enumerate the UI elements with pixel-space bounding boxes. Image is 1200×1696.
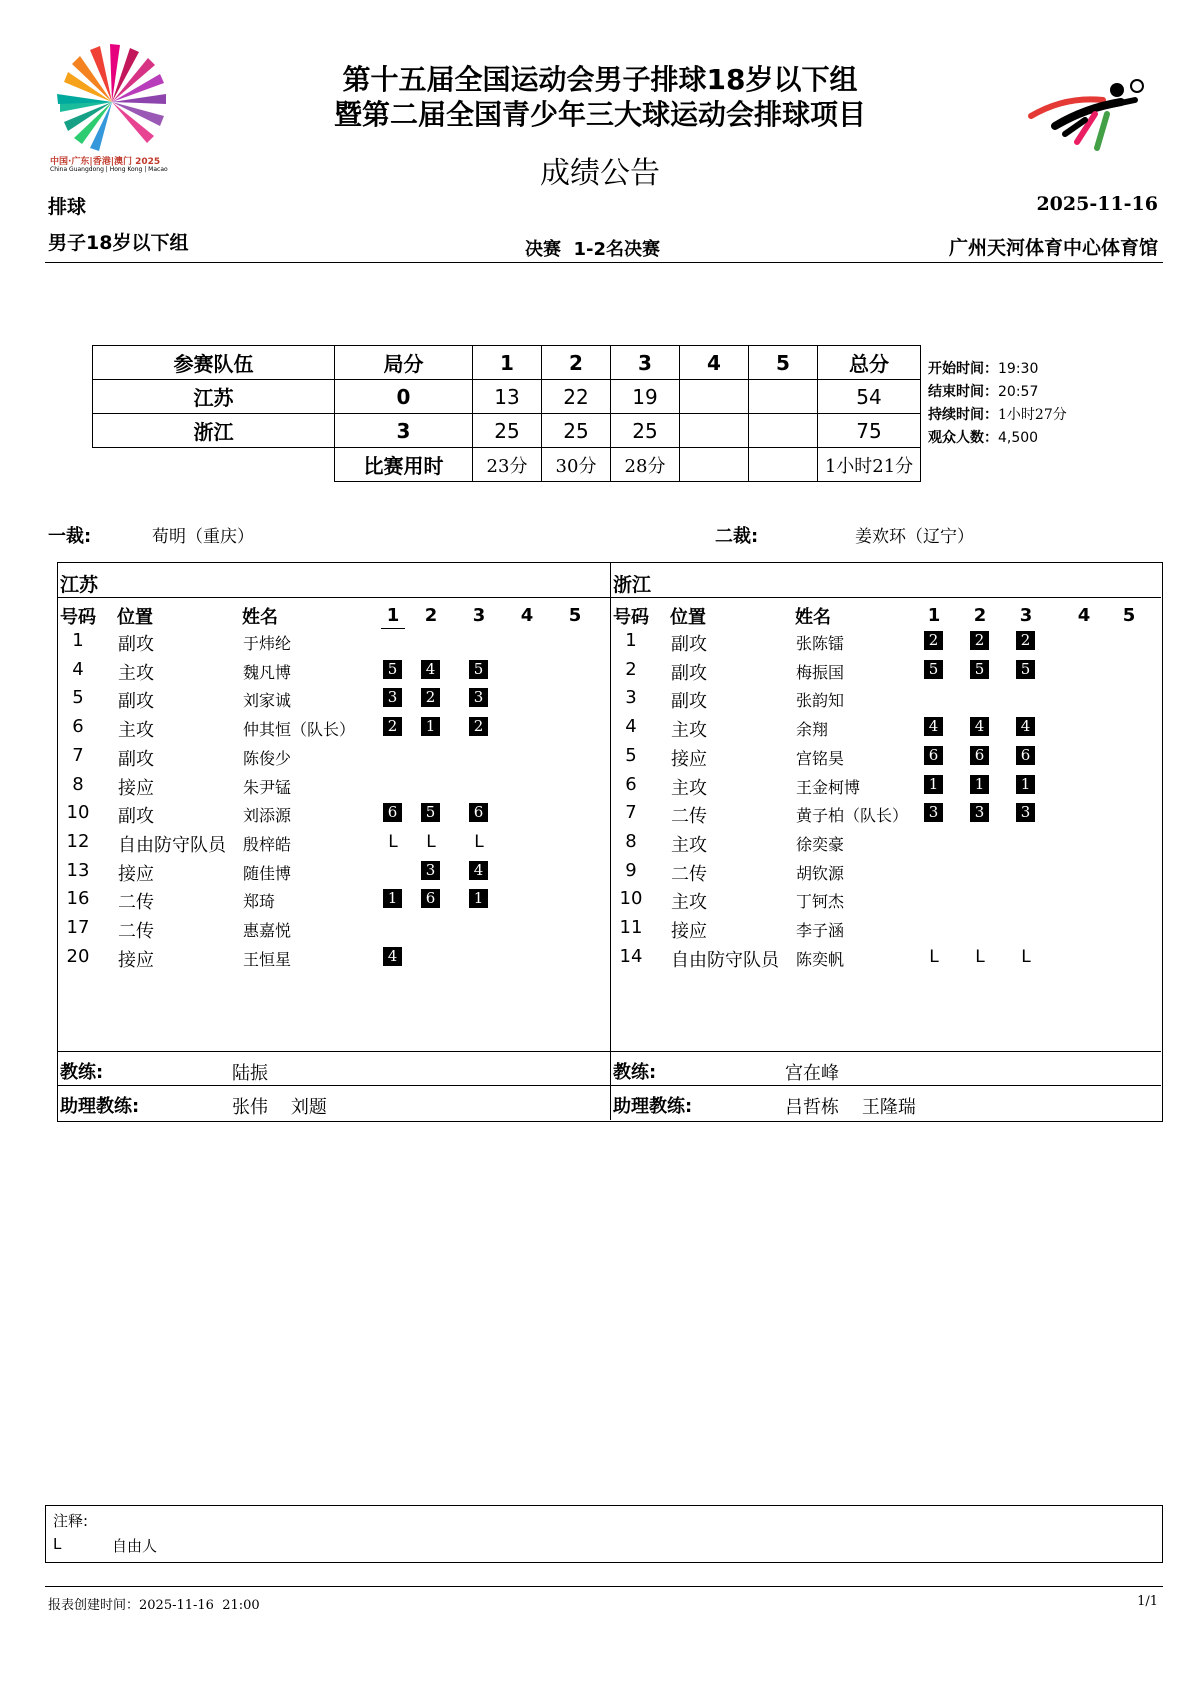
starting-position-badge: 4 — [924, 717, 943, 736]
player-position: 主攻 — [671, 777, 707, 799]
player-position: 二传 — [671, 863, 707, 885]
start-time-row — [928, 358, 1038, 378]
set-duration: 23分 — [473, 448, 542, 482]
player-name: 惠嘉悦 — [243, 921, 292, 940]
header-set-1: 1 — [473, 346, 542, 380]
starting-position-badge: 2 — [924, 631, 943, 650]
starting-position-badge: 2 — [383, 717, 402, 736]
libero-mark: L — [474, 831, 484, 852]
player-number: 5 — [72, 687, 84, 709]
set-duration — [749, 448, 818, 482]
set-score: 25 — [542, 414, 611, 448]
notes-box — [45, 1505, 1163, 1563]
player-number: 1 — [72, 630, 84, 651]
starting-position-badge: 5 — [421, 803, 440, 822]
player-position: 自由防守队员 — [118, 834, 226, 856]
player-position: 主攻 — [671, 834, 707, 856]
venue-label: 广州天河体育中心体育馆 — [948, 237, 1158, 259]
player-position: 副攻 — [671, 662, 707, 684]
player-position: 副攻 — [118, 691, 154, 713]
starting-position-badge: 1 — [1016, 775, 1035, 794]
duration-row — [93, 448, 921, 482]
starting-position-badge: 2 — [1016, 631, 1035, 650]
total-duration: 1小时21分 — [818, 448, 921, 482]
second-referee-label: 二裁: — [715, 526, 759, 547]
starting-position-badge: 1 — [924, 775, 943, 794]
starting-position-badge: 2 — [469, 717, 488, 736]
header-set: 1 — [927, 605, 941, 626]
libero-mark: L — [426, 831, 436, 852]
notes-key-desc: 自由人 — [112, 1537, 158, 1555]
starting-position-badge: 5 — [469, 660, 488, 679]
starting-position-badge: 1 — [383, 889, 402, 908]
starting-position-badge: 6 — [1016, 746, 1035, 765]
roster-coach-divider — [57, 1051, 1161, 1052]
set-score: 25 — [473, 414, 542, 448]
set-duration — [680, 448, 749, 482]
player-number: 12 — [66, 830, 90, 852]
starting-position-badge: 3 — [924, 803, 943, 822]
starting-position-badge: 4 — [421, 660, 440, 679]
libero-mark: L — [388, 831, 398, 852]
page-number: 1/1 — [1137, 1594, 1158, 1609]
starting-position-badge: 5 — [383, 660, 402, 679]
player-name: 刘家诚 — [243, 691, 292, 711]
player-position: 接应 — [118, 863, 154, 885]
header-set-2: 2 — [542, 346, 611, 380]
set-score: 25 — [611, 414, 680, 448]
header-position: 位置 — [117, 607, 153, 628]
spectators-row — [928, 427, 1038, 447]
player-position: 接应 — [671, 921, 707, 942]
roster-team-divider — [57, 597, 1161, 598]
player-number: 11 — [619, 917, 643, 938]
assistant-coach-names: 吕哲栋 王隆瑞 — [785, 1097, 916, 1118]
player-position: 二传 — [671, 806, 707, 828]
starting-position-badge: 1 — [421, 717, 440, 736]
player-name: 黄子柏（队长） — [796, 806, 909, 826]
total-score: 75 — [818, 414, 921, 448]
libero-mark: L — [929, 946, 939, 967]
starting-position-badge: 2 — [970, 631, 989, 650]
logo-subtext: China Guangdong | Hong Kong | Macao — [50, 166, 168, 173]
starting-position-badge: 3 — [1016, 803, 1035, 822]
player-name: 宫铭昊 — [796, 748, 845, 768]
score-row-jiangsu — [93, 380, 921, 414]
starting-position-badge: 5 — [1016, 660, 1035, 679]
player-position: 二传 — [118, 921, 154, 942]
player-position: 副攻 — [118, 806, 154, 828]
duration-label: 比赛用时 — [335, 448, 473, 482]
logo-text: 中国·广东|香港|澳门 2025 — [50, 157, 161, 167]
duration-info: 1小时27分 — [998, 407, 1067, 423]
player-number: 2 — [625, 658, 637, 680]
header-set: 3 — [1019, 605, 1033, 626]
player-number: 1 — [625, 630, 637, 651]
player-number: 17 — [66, 917, 90, 938]
score-header-row — [93, 346, 921, 380]
player-position: 主攻 — [671, 720, 707, 742]
notes-label: 注释: — [53, 1512, 89, 1530]
player-position: 主攻 — [671, 892, 707, 914]
category-label: 男子18岁以下组 — [48, 232, 189, 254]
set-duration: 30分 — [542, 448, 611, 482]
starting-position-badge: 5 — [924, 660, 943, 679]
player-number: 10 — [619, 888, 643, 910]
header-sets: 局分 — [335, 346, 473, 380]
match-date: 2025-11-16 — [1036, 193, 1158, 215]
header-divider — [45, 262, 1163, 263]
header-set-3: 3 — [611, 346, 680, 380]
player-position: 副攻 — [118, 748, 154, 770]
header-set: 3 — [472, 605, 486, 626]
assistant-coach-names: 张伟 刘题 — [232, 1097, 327, 1118]
player-name: 魏凡博 — [243, 662, 292, 682]
player-number: 14 — [619, 945, 643, 967]
title-line-1: 第十五届全国运动会男子排球18岁以下组 — [342, 63, 858, 96]
header-total: 总分 — [818, 346, 921, 380]
start-time-label: 开始时间： — [928, 361, 998, 377]
player-name: 徐奕豪 — [796, 834, 845, 854]
coach-name: 陆振 — [232, 1063, 268, 1084]
spectators: 4,500 — [998, 430, 1039, 446]
player-position: 二传 — [118, 892, 154, 914]
player-name: 丁钶杰 — [796, 892, 845, 912]
player-name: 王恒星 — [243, 949, 292, 969]
starting-position-badge: 4 — [1016, 717, 1035, 736]
player-name: 陈俊少 — [243, 748, 292, 768]
phase-label: 决赛 1-2名决赛 — [525, 239, 661, 260]
header-set: 2 — [424, 605, 438, 626]
libero-mark: L — [975, 946, 985, 967]
player-number: 7 — [625, 802, 637, 824]
header-name: 姓名 — [242, 607, 278, 628]
starting-position-badge: 6 — [421, 889, 440, 908]
player-number: 6 — [72, 716, 84, 738]
end-time: 20:57 — [998, 384, 1039, 400]
coach-label: 教练: — [613, 1062, 657, 1083]
player-number: 8 — [625, 830, 637, 852]
set-1-underline — [381, 628, 405, 629]
set-score — [749, 380, 818, 414]
player-name: 刘添源 — [243, 806, 292, 826]
duration-spacer — [93, 448, 335, 482]
player-position: 主攻 — [118, 662, 154, 684]
second-referee: 姜欢环（辽宁） — [855, 527, 974, 547]
header-number: 号码 — [60, 607, 96, 628]
starting-position-badge: 2 — [421, 688, 440, 707]
player-position: 自由防守队员 — [671, 949, 779, 971]
roster-assistant-divider — [57, 1085, 1161, 1086]
player-name: 朱尹锰 — [243, 777, 292, 797]
set-score — [749, 414, 818, 448]
player-number: 4 — [72, 658, 84, 680]
header-position: 位置 — [670, 607, 706, 628]
set-score — [680, 380, 749, 414]
player-name: 王金柯博 — [796, 777, 861, 797]
player-name: 郑琦 — [243, 892, 276, 912]
player-position: 副攻 — [671, 634, 707, 655]
total-score: 54 — [818, 380, 921, 414]
header-number: 号码 — [613, 607, 649, 628]
player-name: 陈奕帆 — [796, 949, 845, 969]
end-time-row — [928, 381, 1038, 401]
sets-won: 0 — [335, 380, 473, 414]
header-set: 4 — [520, 605, 534, 626]
player-name: 仲其恒（队长） — [243, 720, 356, 740]
starting-position-badge: 3 — [421, 861, 440, 880]
coach-name: 宫在峰 — [785, 1063, 839, 1084]
starting-position-badge: 6 — [924, 746, 943, 765]
first-referee-label: 一裁: — [48, 526, 92, 547]
player-name: 余翔 — [796, 720, 829, 740]
starting-position-badge: 4 — [383, 947, 402, 966]
player-number: 9 — [625, 859, 637, 881]
starting-position-badge: 6 — [970, 746, 989, 765]
player-number: 16 — [66, 888, 90, 910]
duration-info-row — [928, 404, 1067, 424]
header-set: 4 — [1077, 605, 1091, 626]
duration-info-label: 持续时间： — [928, 407, 998, 423]
team-name: 浙江 — [93, 414, 335, 448]
header-set-4: 4 — [680, 346, 749, 380]
starting-position-badge: 3 — [970, 803, 989, 822]
score-row-zhejiang — [93, 414, 921, 448]
set-score: 19 — [611, 380, 680, 414]
player-name: 张陈镭 — [796, 634, 845, 653]
set-duration: 28分 — [611, 448, 680, 482]
player-position: 接应 — [118, 949, 154, 971]
player-number: 6 — [625, 773, 637, 795]
first-referee: 荀明（重庆） — [152, 527, 254, 547]
header-set: 5 — [568, 605, 582, 626]
player-number: 8 — [72, 773, 84, 795]
assistant-coach-label: 助理教练: — [613, 1096, 693, 1117]
set-score: 22 — [542, 380, 611, 414]
header-set-5: 5 — [749, 346, 818, 380]
player-position: 接应 — [118, 777, 154, 799]
starting-position-badge: 1 — [970, 775, 989, 794]
player-number: 13 — [66, 859, 90, 881]
player-number: 7 — [72, 744, 84, 766]
player-position: 副攻 — [118, 634, 154, 655]
player-position: 主攻 — [118, 720, 154, 742]
player-position: 接应 — [671, 748, 707, 770]
footer-divider — [45, 1586, 1163, 1587]
header-set: 2 — [973, 605, 987, 626]
notes-key: L — [53, 1535, 62, 1553]
end-time-label: 结束时间： — [928, 384, 998, 400]
header-name: 姓名 — [795, 607, 831, 628]
coach-label: 教练: — [60, 1062, 104, 1083]
player-name: 殷梓皓 — [243, 834, 292, 854]
starting-position-badge: 4 — [970, 717, 989, 736]
starting-position-badge: 1 — [469, 889, 488, 908]
team-title: 浙江 — [613, 574, 652, 596]
player-number: 10 — [66, 802, 90, 824]
starting-position-badge: 5 — [970, 660, 989, 679]
header-set: 5 — [1122, 605, 1136, 626]
player-name: 于炜纶 — [243, 634, 292, 653]
header-set: 1 — [386, 605, 400, 626]
sets-won: 3 — [335, 414, 473, 448]
report-created: 报表创建时间：2025-11-16 21:00 — [48, 1598, 260, 1613]
starting-position-badge: 6 — [383, 803, 402, 822]
player-name: 李子涵 — [796, 921, 845, 940]
assistant-coach-label: 助理教练: — [60, 1096, 140, 1117]
starting-position-badge: 6 — [469, 803, 488, 822]
starting-position-badge: 3 — [469, 688, 488, 707]
team-title: 江苏 — [60, 574, 99, 596]
score-table — [92, 345, 921, 482]
title-line-3: 成绩公告 — [540, 156, 660, 191]
player-name: 梅振国 — [796, 662, 845, 682]
set-score — [680, 414, 749, 448]
sport-label: 排球 — [48, 196, 87, 218]
header-team: 参赛队伍 — [93, 346, 335, 380]
starting-position-badge: 3 — [383, 688, 402, 707]
set-score: 13 — [473, 380, 542, 414]
player-name: 随佳博 — [243, 863, 292, 883]
player-number: 5 — [625, 744, 637, 766]
team-name: 江苏 — [93, 380, 335, 414]
spectators-label: 观众人数： — [928, 430, 998, 446]
title-line-2: 暨第二届全国青少年三大球运动会排球项目 — [333, 98, 866, 131]
player-position: 副攻 — [671, 691, 707, 713]
starting-position-badge: 4 — [469, 861, 488, 880]
start-time: 19:30 — [998, 361, 1039, 377]
player-number: 4 — [625, 716, 637, 738]
player-name: 胡钦源 — [796, 863, 845, 883]
player-name: 张韵知 — [796, 691, 845, 711]
libero-mark: L — [1021, 946, 1031, 967]
player-number: 20 — [66, 945, 90, 967]
player-number: 3 — [625, 687, 637, 709]
